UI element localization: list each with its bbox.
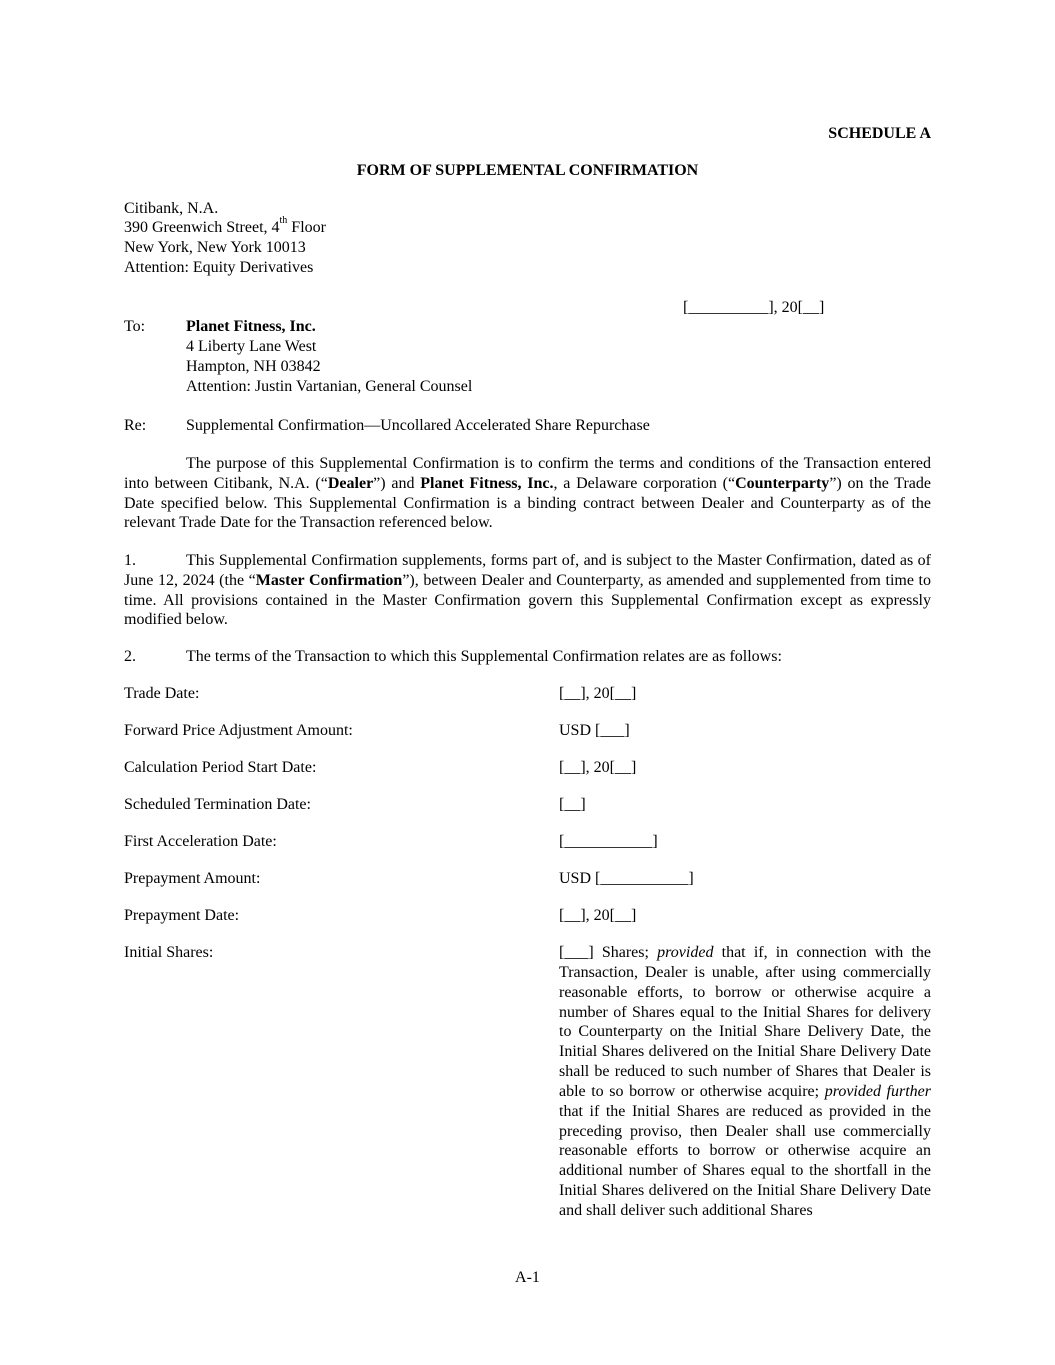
- term-value: [__], 20[__]: [559, 907, 637, 924]
- term-label: Forward Price Adjustment Amount:: [124, 722, 353, 739]
- section-1-paragraph: 1. This Supplemental Confirmation supplements, forms part of, and is subject to the Master Confirmation, dated as of June 12, 2024 (the “Master Confirmation”), between Dealer and Counterparty, as amended and supplemented from time to time. All provisions contained in the Master Confirmation govern this Supplemental Confirmation except as expressly modified below.: [124, 552, 931, 629]
- date-line: [__________], 20[__]: [683, 299, 825, 316]
- term-value: [__], 20[__]: [559, 685, 637, 702]
- recipient-city: Hampton, NH 03842: [186, 358, 321, 375]
- sender-name: Citibank, N.A.: [124, 200, 219, 217]
- sender-attention: Attention: Equity Derivatives: [124, 259, 314, 276]
- section-2-number: 2.: [124, 648, 136, 665]
- re-subject: Supplemental Confirmation—Uncollared Accelerated Share Repurchase: [186, 417, 650, 434]
- page-number: A-1: [515, 1269, 540, 1286]
- section-1-number: 1.: [124, 552, 136, 569]
- term-value: [___________]: [559, 833, 658, 850]
- term-value: USD [___]: [559, 722, 630, 739]
- initial-shares-label: Initial Shares:: [124, 944, 214, 961]
- re-label: Re:: [124, 417, 147, 434]
- sender-street: 390 Greenwich Street, 4th Floor: [124, 215, 326, 236]
- term-label: Scheduled Termination Date:: [124, 796, 311, 813]
- term-label: Trade Date:: [124, 685, 200, 702]
- document-title: FORM OF SUPPLEMENTAL CONFIRMATION: [356, 162, 699, 179]
- recipient-name: Planet Fitness, Inc.: [186, 318, 316, 335]
- sender-city: New York, New York 10013: [124, 239, 306, 256]
- term-label: Calculation Period Start Date:: [124, 759, 317, 776]
- section-2-text: The terms of the Transaction to which this Supplemental Confirmation relates are as follows:: [186, 648, 782, 665]
- to-label: To:: [124, 318, 146, 335]
- term-label: Prepayment Amount:: [124, 870, 261, 887]
- recipient-street: 4 Liberty Lane West: [186, 338, 317, 355]
- term-value: [__], 20[__]: [559, 759, 637, 776]
- schedule-label: SCHEDULE A: [828, 125, 931, 142]
- intro-paragraph: The purpose of this Supplemental Confirmation is to confirm the terms and conditions of the Transaction entered into between Citibank, N.A. (“Dealer”) and Planet Fitness, Inc., a Delaware corporation (“Counterparty”) on the Trade Date specified below. This Supplemental Confirmation is a binding contract between Dealer and Counterparty as of the relevant Trade Date for the Transaction referenced below.: [124, 455, 932, 532]
- term-label: First Acceleration Date:: [124, 833, 277, 850]
- term-value: USD [___________]: [559, 870, 694, 887]
- term-label: Prepayment Date:: [124, 907, 240, 924]
- term-value: [__]: [559, 796, 586, 813]
- recipient-attention: Attention: Justin Vartanian, General Counsel: [186, 378, 473, 395]
- initial-shares-value: [___] Shares; provided that if, in connection with the Transaction, Dealer is unable, after using commercially reasonable efforts, to borrow or otherwise acquire a number of Shares equal to the Initial Shares for delivery to Counterparty on the Initial Share Delivery Date, the Initial Shares delivered on the Initial Share Delivery Date shall be reduced to such number of Shares that Dealer is able to so borrow or otherwise acquire; provided further that if the Initial Shares are reduced as provided in the preceding proviso, then Dealer shall use commercially reasonable efforts to borrow or otherwise acquire an additional number of Shares equal to the shortfall in the Initial Shares delivered on the Initial Share Delivery Date and shall deliver such additional Shares: [559, 944, 931, 1219]
